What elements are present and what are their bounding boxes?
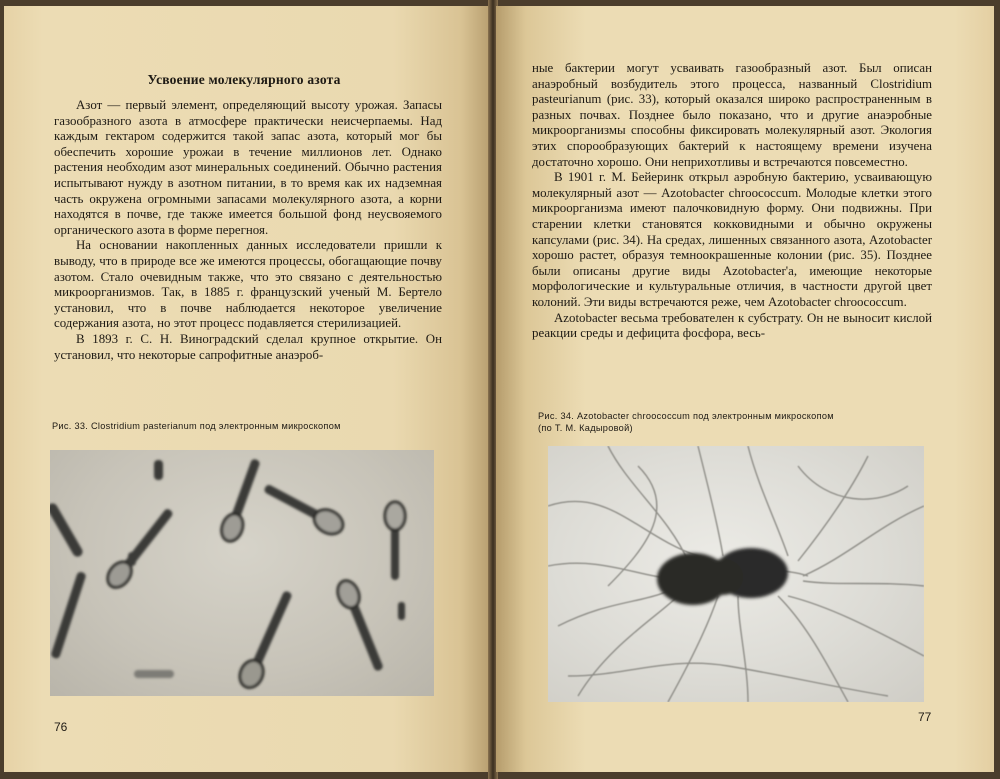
right-page <box>496 6 994 772</box>
paragraph: В 1901 г. М. Бейеринк открыл аэробную бактерию, усваивающую молекулярный азот — Azotobacter chroococcum. Молодые клетки этого микроорганизма имеют палочковидную форму. Они подвижны. При старении клетки становятся кокковидными и обычно окружены капсулами (рис. 34). На средах, лишенных связанного азота, Azotobacter хорошо растет, образуя темноокрашенные колонии (рис. 35). Позднее были описаны другие виды Azotobacter'a, имеющие некоторые морфологические и культуральные отличия, в частности другой цвет колоний. Эти виды встречаются реже, чем Azotobacter chroococcum. <box>532 170 932 309</box>
page-number: 76 <box>54 720 68 734</box>
figure-34-caption <box>538 410 938 434</box>
paragraph: Azotobacter весьма требователен к субстрату. Он не выносит кислой реакции среды и дефицита фосфора, весь- <box>532 310 932 341</box>
left-page <box>4 6 490 772</box>
caption-line: Рис. 34. Azotobacter chroococcum под электронным микроскопом <box>538 411 834 421</box>
caption-line: (по Т. М. Кадыровой) <box>538 423 633 433</box>
figure-33-micrograph <box>50 450 434 696</box>
section-heading: Усвоение молекулярного азота <box>147 72 341 87</box>
paragraph: На основании накопленных данных исследователи пришли к выводу, что в природе все же имеются процессы, обогащающие почву азотом. Стало очевидным также, что это связано с деятельностью микроорганизмов. Так, в 1885 г. французский ученый М. Бертело установил, что в почве наблюдается некоторое увеличение содержания азота, но этот процесс подавляется стерилизацией. <box>54 238 442 331</box>
paragraph: В 1893 г. С. Н. Виноградский сделал крупное открытие. Он установил, что некоторые сапрофитные анаэроб- <box>54 331 442 362</box>
paragraph: Азот — первый элемент, определяющий высоту урожая. Запасы газообразного азота в атмосфере практически неисчерпаемы. Над каждым гектаром содержится такой запас азота, который мог бы обеспечить хорошие урожаи в течение миллионов лет. Однако растения необходим азот минеральных соединений. Обычно растения испытывают нужду в азотном питании, в то время как их надземная часть окружена огромными запасами молекулярного азота, а корни находятся в почве, где также имеется большой фонд неусвояемого органического азота в форме перегноя. <box>54 98 442 237</box>
left-body-text <box>54 98 442 363</box>
page-number: 77 <box>918 710 932 724</box>
right-body-text <box>532 61 932 342</box>
figure-34-micrograph <box>548 446 924 702</box>
figure-33-caption: Рис. 33. Clostridium pasterianum под электронным микроскопом <box>52 421 341 431</box>
paragraph: ные бактерии могут усваивать газообразный азот. Был описан анаэробный возбудитель этого процесса, названный Clostridium pasteurianum (рис. 33), который оказался широко распространенным в разных почвах. Позднее было показано, что и другие анаэробные микроорганизмы способны фиксировать молекулярный азот. Экология этих спорообразующих бактерий к настоящему времени изучена достаточно хорошо. Они неприхотливы и встречаются повсеместно. <box>532 61 932 169</box>
